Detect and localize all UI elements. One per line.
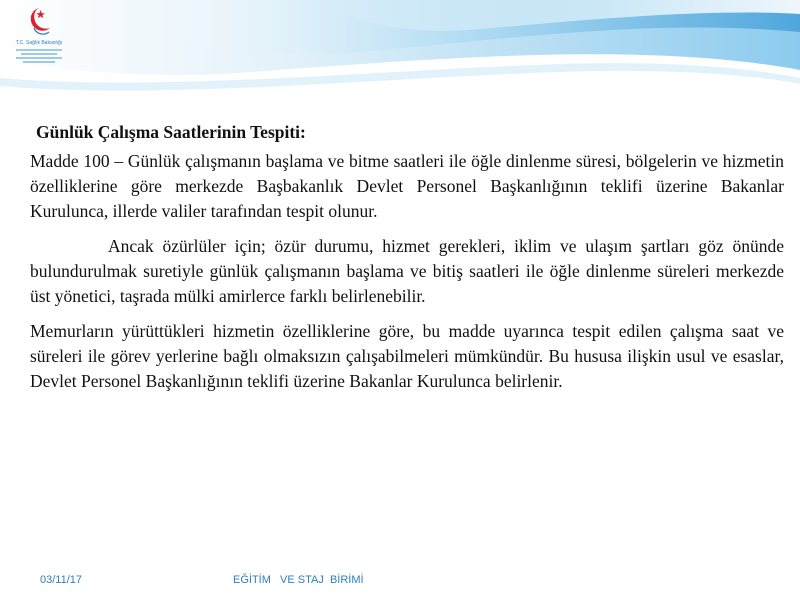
slide-title: Günlük Çalışma Saatlerinin Tespiti: — [36, 122, 306, 142]
paragraph-1: Madde 100 – Günlük çalışmanın başlama ve bitme saatleri ile öğle dinlenme süresi, bölgelerin ve hizmetin özelliklerine göre merkezde Başbakanlık Devlet Personel Başkanlığının teklifi üzerine Bakanlar Kurulunca, illerde valiler tarafından tespit olunur. — [30, 151, 784, 221]
slide-content — [30, 120, 784, 404]
footer-unit: EĞİTİM VE STAJ BİRİMİ — [233, 574, 364, 586]
paragraph-3: Memurların yürüttükleri hizmetin özelliklerine göre, bu madde uyarınca tespit edilen çalışma saat ve süreleri ile görev yerlerine bağlı olmaksızın çalışabilmeleri mümkündür. Bu hususa ilişkin usul ve esaslar, Devlet Personel Başkanlığının teklifi üzerine Bakanlar Kurulunca belirlenir. — [30, 321, 784, 391]
crescent-star-icon — [24, 4, 54, 38]
footer-date: 03/11/17 — [40, 574, 83, 586]
logo-decorative-lines — [16, 49, 62, 65]
ministry-logo — [4, 2, 74, 68]
paragraph-2: Ancak özürlüler için; özür durumu, hizmet gerekleri, iklim ve ulaşım şartları göz önünde bulundurulmak suretiyle günlük çalışmanın başlama ve bitiş saatleri ile öğle dinlenme süreleri merkezde üst yönetici, taşrada mülki amirlerce farklı belirlenebilir. — [30, 236, 784, 306]
logo-text: T.C. Sağlık Bakanlığı — [15, 40, 63, 46]
header-wave-decoration — [0, 0, 800, 110]
